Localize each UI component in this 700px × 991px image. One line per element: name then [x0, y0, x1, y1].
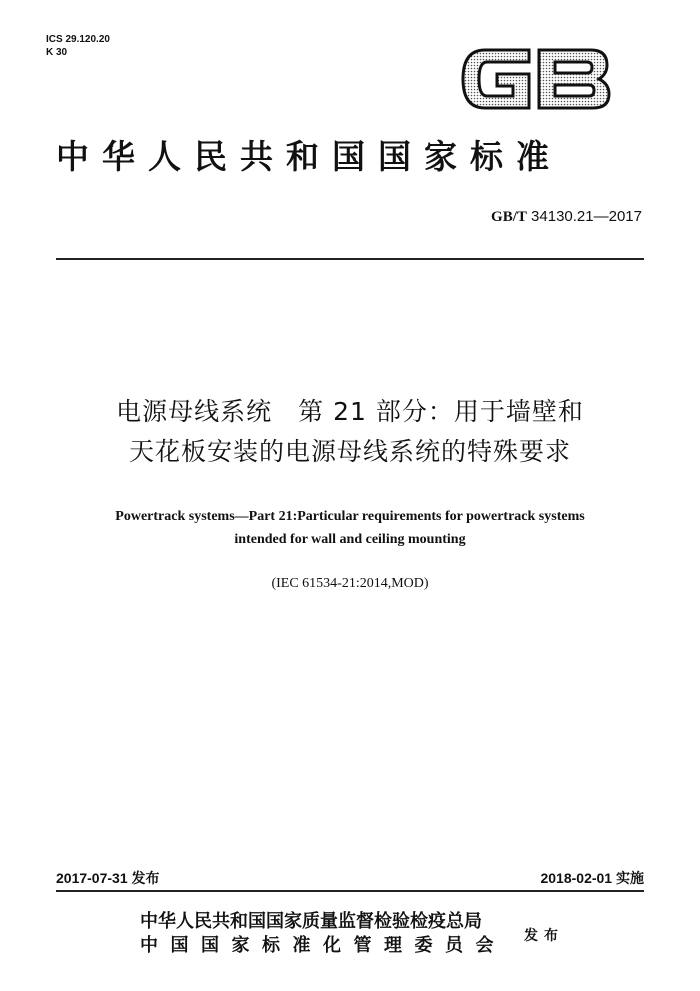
english-title	[40, 505, 660, 551]
chinese-title	[40, 392, 660, 472]
iec-reference: (IEC 61534-21:2014,MOD)	[271, 576, 429, 591]
bottom-divider	[56, 890, 644, 892]
classification-codes	[46, 33, 110, 59]
standard-prefix: GB/T	[491, 209, 527, 225]
english-title-line-2: intended for wall and ceiling mounting	[234, 532, 466, 547]
national-standard-title: 中华人民共和国国家标准	[56, 137, 562, 176]
gb-logo-icon	[455, 40, 615, 118]
issuing-authorities	[140, 910, 520, 958]
issuer-aqsiq: 中华人民共和国国家质量监督检验检疫总局	[140, 911, 482, 932]
ccs-code: K 30	[46, 47, 68, 58]
chinese-title-line-2: 天花板安装的电源母线系统的特殊要求	[128, 437, 571, 466]
standard-number	[491, 208, 642, 226]
chinese-title-line-1: 电源母线系统 第 21 部分：用于墙壁和	[116, 397, 584, 426]
issuer-sac: 中国国家标准化管理委员会	[140, 935, 506, 956]
implementation-date: 2018-02-01 实施	[540, 870, 644, 886]
english-title-line-1: Powertrack systems—Part 21:Particular requirements for powertrack systems	[115, 509, 585, 524]
top-divider	[56, 258, 644, 260]
standard-code: 34130.21—2017	[526, 208, 642, 225]
publication-date: 2017-07-31 发布	[56, 870, 160, 886]
issued-by-label: 发布	[524, 928, 564, 944]
ics-code: ICS 29.120.20	[46, 34, 110, 45]
